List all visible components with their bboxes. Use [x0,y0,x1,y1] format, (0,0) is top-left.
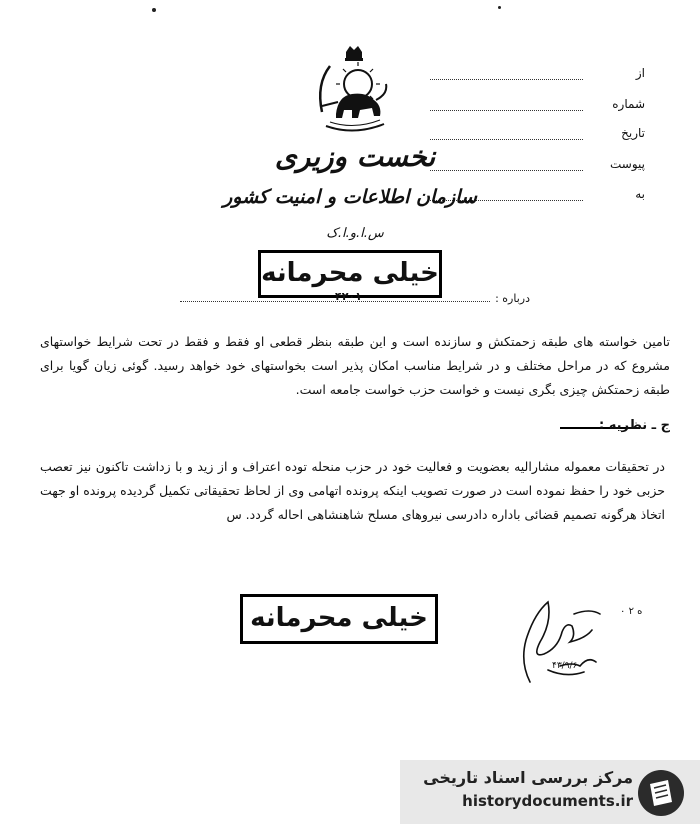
field-date [430,126,645,146]
body-paragraph-2: در تحقیقات معموله مشارالیه بعضویت و فعالیت خود در حزب منحله توده اعتراف و از زید و با زداشت تاکنون نیز تعصب حزبی خود را حفظ نموده است در صورت تصویب اینکه پرونده اتهامی وی از لحاظ تحقیقاتی تکمیل گردیده پرونده او جهت اتخاذ هرگونه تصمیم قضائی باداره دادرسی نیروهای مسلح شاهنشاهی احاله گردد. س [39,459,665,522]
archive-logo-icon [636,768,686,818]
opinion-label: ج ـ نظریه : [599,418,670,433]
top-secret-stamp-bottom: خیلی محرمانه [240,594,438,644]
regarding-label: درباره : [495,292,530,305]
field-attachment [430,157,645,177]
scan-speck [152,8,156,12]
field-from-label: از [635,66,645,80]
watermark-title: مرکز بررسی اسناد تاریخی [423,768,633,787]
org-subtitle: سازمان اطلاعات و امنیت کشور [223,186,477,208]
field-number [430,97,645,117]
field-number-line [430,110,583,111]
field-from-line [430,79,583,80]
field-date-label: تاریخ [621,126,645,140]
top-secret-stamp: خیلی محرمانه [258,250,442,298]
field-to-label: به [635,187,645,201]
regarding-number: ۴۲۰۱ [335,290,362,303]
body-paragraph-1: تامین خواسته های طبقه زحمتکش و سازنده است و این طبقه بنظر قطعی او فقط و فقط در تحت شرایط خواستهای مشروع که در مراحل مختلف و در شرایط مناسب امکان پذیر است بخواستهای خود خواهد رسید. گوئی زیان گویا برای طبقه زحمتکش چیزی بگری نیست و خواست حزب خواست جامعه است. [40,334,670,397]
handwritten-signature [500,592,615,692]
org-code: س.ا.و.ا.ک [326,226,384,241]
scan-speck [498,6,501,9]
field-number-label: شماره [612,97,645,111]
regarding-field [180,292,530,306]
org-title: نخست وزیری [274,140,436,173]
watermark-url[interactable]: historydocuments.ir [462,792,633,810]
field-from [430,66,645,86]
lion-and-sun-emblem-icon [308,44,400,136]
signature-date: ۴۳/۹/۶ [552,661,578,671]
opinion-heading [520,418,670,438]
field-attachment-label: پیوست [610,157,645,171]
side-code: ه ۲ ۰ [620,606,643,617]
